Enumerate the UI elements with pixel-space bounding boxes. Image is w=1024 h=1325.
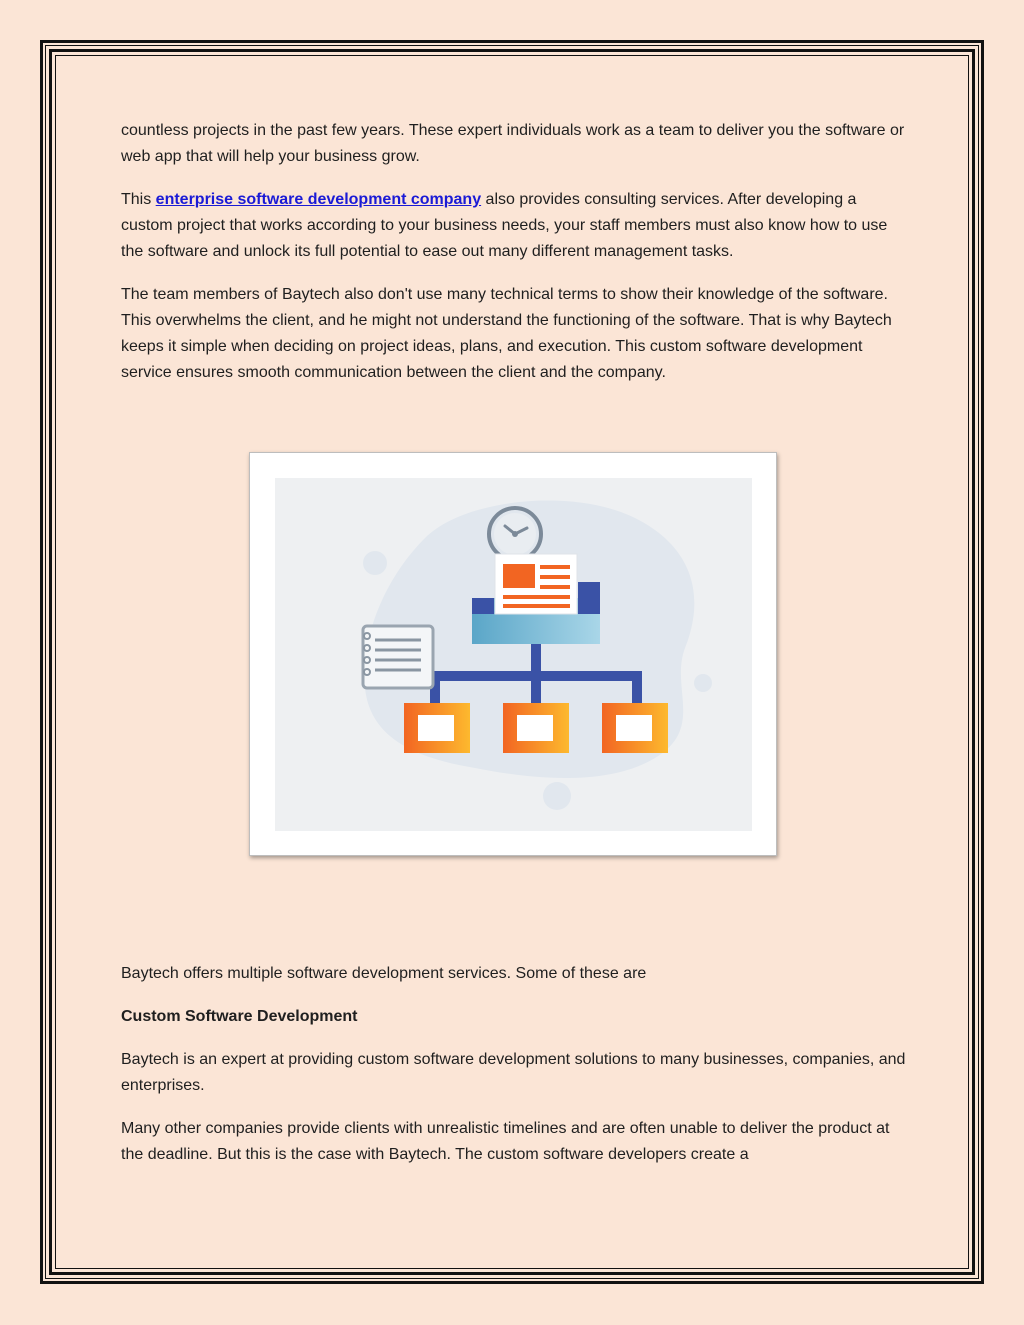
lower-body-text xyxy=(121,961,911,1185)
upper-body-text xyxy=(121,118,911,403)
paragraph-2-prefix: This xyxy=(121,191,156,208)
enterprise-software-link[interactable]: enterprise software development company xyxy=(155,191,482,208)
paragraph-4: Baytech is an expert at providing custom software development solutions to many businesses, companies, and enterprises. xyxy=(121,1051,906,1094)
clock-icon xyxy=(489,508,541,560)
paragraph-5: Many other companies provide clients with unrealistic timelines and are often unable to deliver the product at the deadline. But this is the case with Baytech. The custom software developers create a xyxy=(121,1120,890,1163)
paragraph-3: The team members of Baytech also don't use many technical terms to show their knowledge of the software. This overwhelms the client, and he might not understand the functioning of the software. That is why Baytech keeps it simple when deciding on project ideas, plans, and execution. This custom software development service ensures smooth communication between the client and the company. xyxy=(121,286,892,381)
paragraph-2 xyxy=(121,187,911,265)
paragraph-2-suffix: also provides consulting services. After developing a custom project that works according to your business needs, your staff members must also know how to use the software and unlock its full potential to ease out many different management tasks. xyxy=(121,191,888,260)
illustration-background xyxy=(275,478,752,831)
paragraph-1: countless projects in the past few years. These expert individuals work as a team to deliver you the software or web app that will help your business grow. xyxy=(121,122,905,165)
illustration-figure xyxy=(249,452,777,856)
section-heading: Custom Software Development xyxy=(121,1008,358,1025)
services-intro: Baytech offers multiple software development services. Some of these are xyxy=(121,965,647,982)
org-chart-icon xyxy=(275,478,752,831)
document-icon xyxy=(495,554,577,614)
notepad-icon xyxy=(363,626,433,688)
